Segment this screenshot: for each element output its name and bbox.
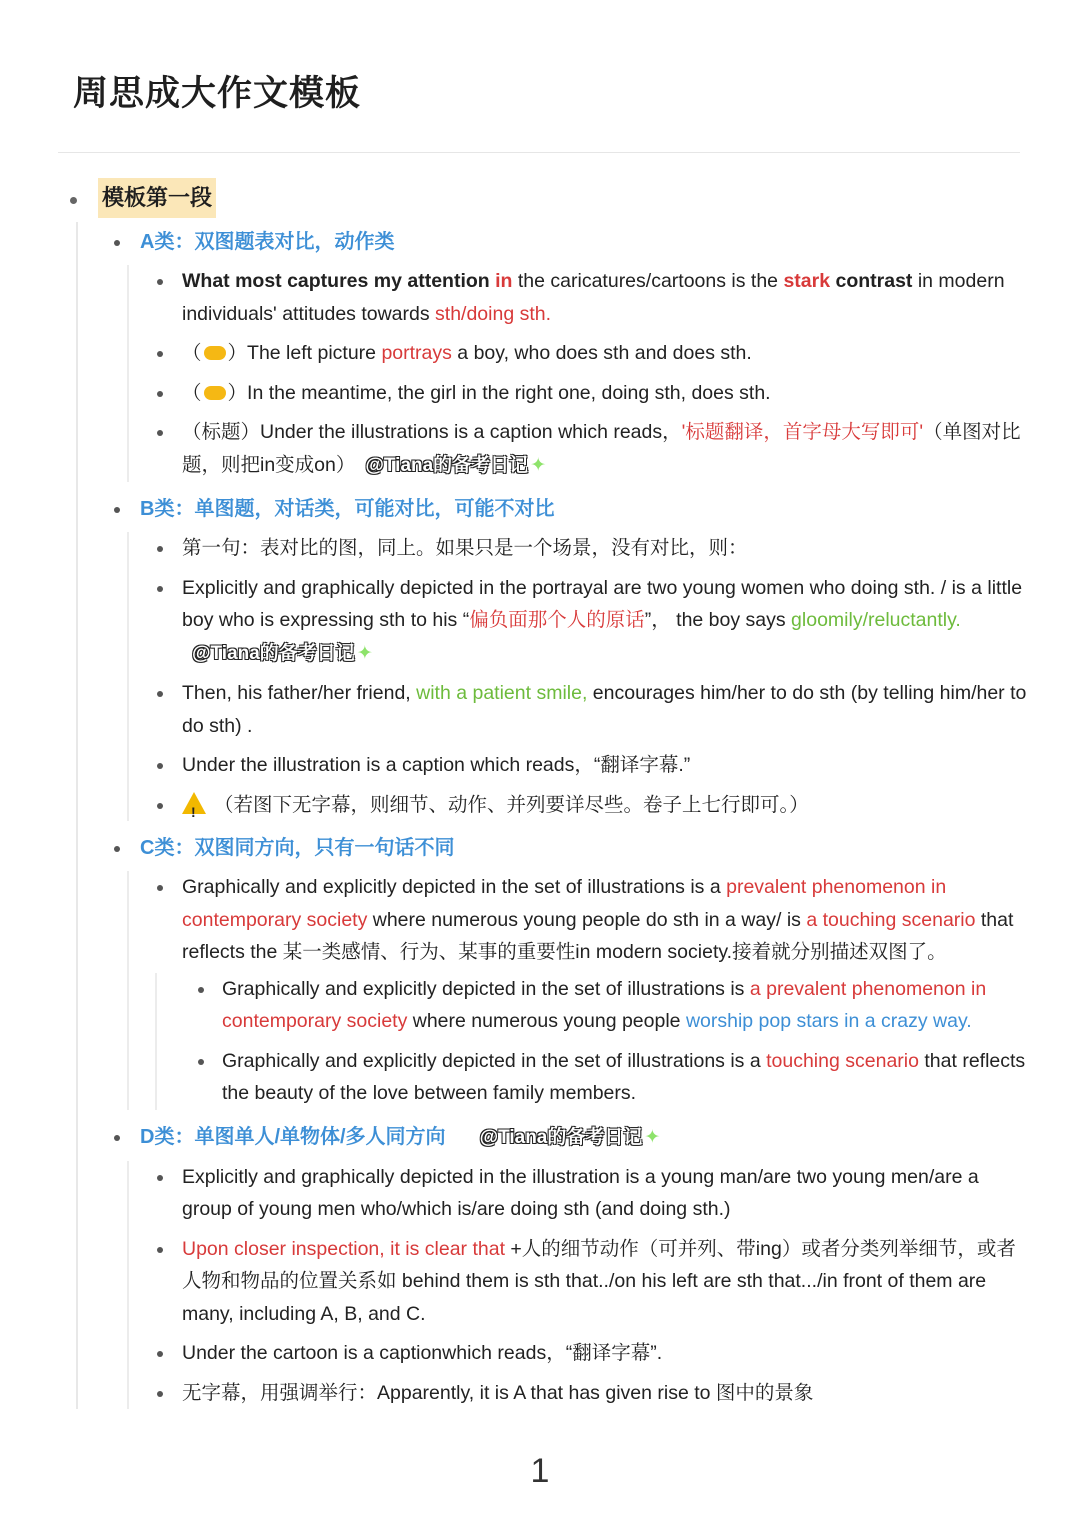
bullet-dot — [114, 507, 120, 513]
list-item: （标题）Under the illustrations is a caption which reads，'标题翻译，首字母大写即可'（单图对比题，则把in变成on） @Tiana的备考日记 ✦ — [142, 416, 1028, 482]
list-item: Graphically and explicitly depicted in the set of illustrations is a touching scenario that reflects the beauty of the love between family members. — [184, 1045, 1028, 1110]
category-a — [100, 222, 1028, 482]
bullet-dot — [157, 885, 163, 891]
list-item: （ ）The left picture portrays a boy, who does sth and does sth. — [142, 337, 1028, 370]
bullet-dot — [198, 987, 204, 993]
bullet-dot — [157, 691, 163, 697]
list-item: （ ）In the meantime, the girl in the right one, doing sth, does sth. — [142, 377, 1028, 410]
list-item: Graphically and explicitly depicted in the set of illustrations is a prevalent phenomenon in contemporary society where numerous young people do sth in a way/ is a touching scenario that reflects the 某一类感情、行为、某事的重要性in modern society.接着就分别描述双图了。 Graphically and explicitly depicted in the set of illustrations is a prevalent phenomenon in contemporary society where numerous young people worship pop stars in a crazy way. Graphically and explicitly depicted in the set of illustrations is a touching scenario that reflects the beauty of the love between family members. — [142, 871, 1028, 1110]
bullet-dot — [114, 1135, 120, 1141]
category-b-heading: B类：单图题，对话类，可能对比，可能不对比 — [140, 498, 555, 520]
category-c-heading: C类：双图同方向，只有一句话不同 — [140, 837, 455, 859]
page-number: 1 — [530, 1452, 550, 1490]
category-b-items — [127, 532, 1028, 821]
bullet-dot — [157, 1175, 163, 1181]
list-item: Upon closer inspection, it is clear that +人的细节动作（可并列、带ing）或者分类列举细节，或者人物和物品的位置关系如 behind them is sth that../on his left are sth that.../in front of them are many, including A, B, and C. — [142, 1233, 1028, 1331]
warning-icon — [182, 792, 206, 814]
category-d-heading: D类：单图单人/单物体/多人同方向 @Tiana的备考日记 ✦ — [140, 1117, 1028, 1158]
list-item: Under the cartoon is a captionwhich reads，“翻译字幕”. — [142, 1337, 1028, 1370]
bullet-dot — [114, 240, 120, 246]
list-item: !（若图下无字幕，则细节、动作、并列要详尽些。卷子上七行即可。） — [142, 789, 1028, 822]
watermark: @Tiana的备考日记 ✦ — [192, 642, 373, 664]
pointing-left-hand-icon — [204, 346, 226, 360]
watermark: @Tiana的备考日记 ✦ — [479, 1126, 661, 1148]
bullet-dot — [157, 1247, 163, 1253]
bullet-dot — [157, 586, 163, 592]
nested-list — [155, 973, 1028, 1110]
category-d-items — [127, 1161, 1028, 1410]
page-title: 周思成大作文模板 — [73, 74, 362, 113]
sparkle-icon: ✦ — [530, 454, 547, 476]
bullet-dot — [157, 351, 163, 357]
bullet-dot — [157, 803, 163, 809]
bullet-dot — [157, 391, 163, 397]
category-a-items — [127, 265, 1028, 482]
sparkle-icon: ✦ — [644, 1126, 661, 1148]
list-item: Graphically and explicitly depicted in the set of illustrations is a prevalent phenomenon in contemporary society where numerous young people worship pop stars in a crazy way. — [184, 973, 1028, 1038]
outline — [58, 178, 1028, 1416]
section-heading: 模板第一段 — [98, 178, 216, 218]
bullet-dot — [157, 1351, 163, 1357]
bullet-dot — [157, 279, 163, 285]
bullet-dot — [157, 1391, 163, 1397]
watermark: @Tiana的备考日记 ✦ — [365, 454, 547, 476]
list-item: 无字幕，用强调举行：Apparently, it is A that has given rise to 图中的景象 — [142, 1377, 1028, 1410]
list-item: 第一句：表对比的图，同上。如果只是一个场景，没有对比，则： — [142, 532, 1028, 565]
category-b — [100, 489, 1028, 821]
bullet-dot — [157, 430, 163, 436]
list-item: Then, his father/her friend, with a patient smile, encourages him/her to do sth (by telling him/her to do sth) . — [142, 677, 1028, 742]
bullet-dot — [198, 1059, 204, 1065]
list-item: Explicitly and graphically depicted in the illustration is a young man/are two young men/are a group of young men who/which is/are doing sth (and doing sth.) — [142, 1161, 1028, 1226]
category-c — [100, 828, 1028, 1110]
category-c-items — [127, 871, 1028, 1110]
section-children — [76, 222, 1028, 1409]
list-item: Explicitly and graphically depicted in the portrayal are two young women who doing sth. / is a little boy who is expressing sth to his “偏负面那个人的原话”， the boy says gloomily/reluctantly.@Tiana的备考日记 ✦ — [142, 572, 1028, 671]
bullet-dot — [157, 763, 163, 769]
category-d — [100, 1117, 1028, 1410]
bullet-dot — [157, 546, 163, 552]
sparkle-icon: ✦ — [356, 642, 373, 664]
bullet-dot — [70, 197, 77, 204]
list-item: Under the illustration is a caption which reads，“翻译字幕.” — [142, 749, 1028, 782]
category-a-heading: A类：双图题表对比，动作类 — [140, 231, 395, 253]
list-item: What most captures my attention in the caricatures/cartoons is the stark contrast in modern individuals' attitudes towards sth/doing sth. — [142, 265, 1028, 330]
pointing-right-hand-icon — [204, 386, 226, 400]
title-divider — [58, 152, 1020, 153]
outline-section — [58, 178, 1028, 1409]
bullet-dot — [114, 846, 120, 852]
